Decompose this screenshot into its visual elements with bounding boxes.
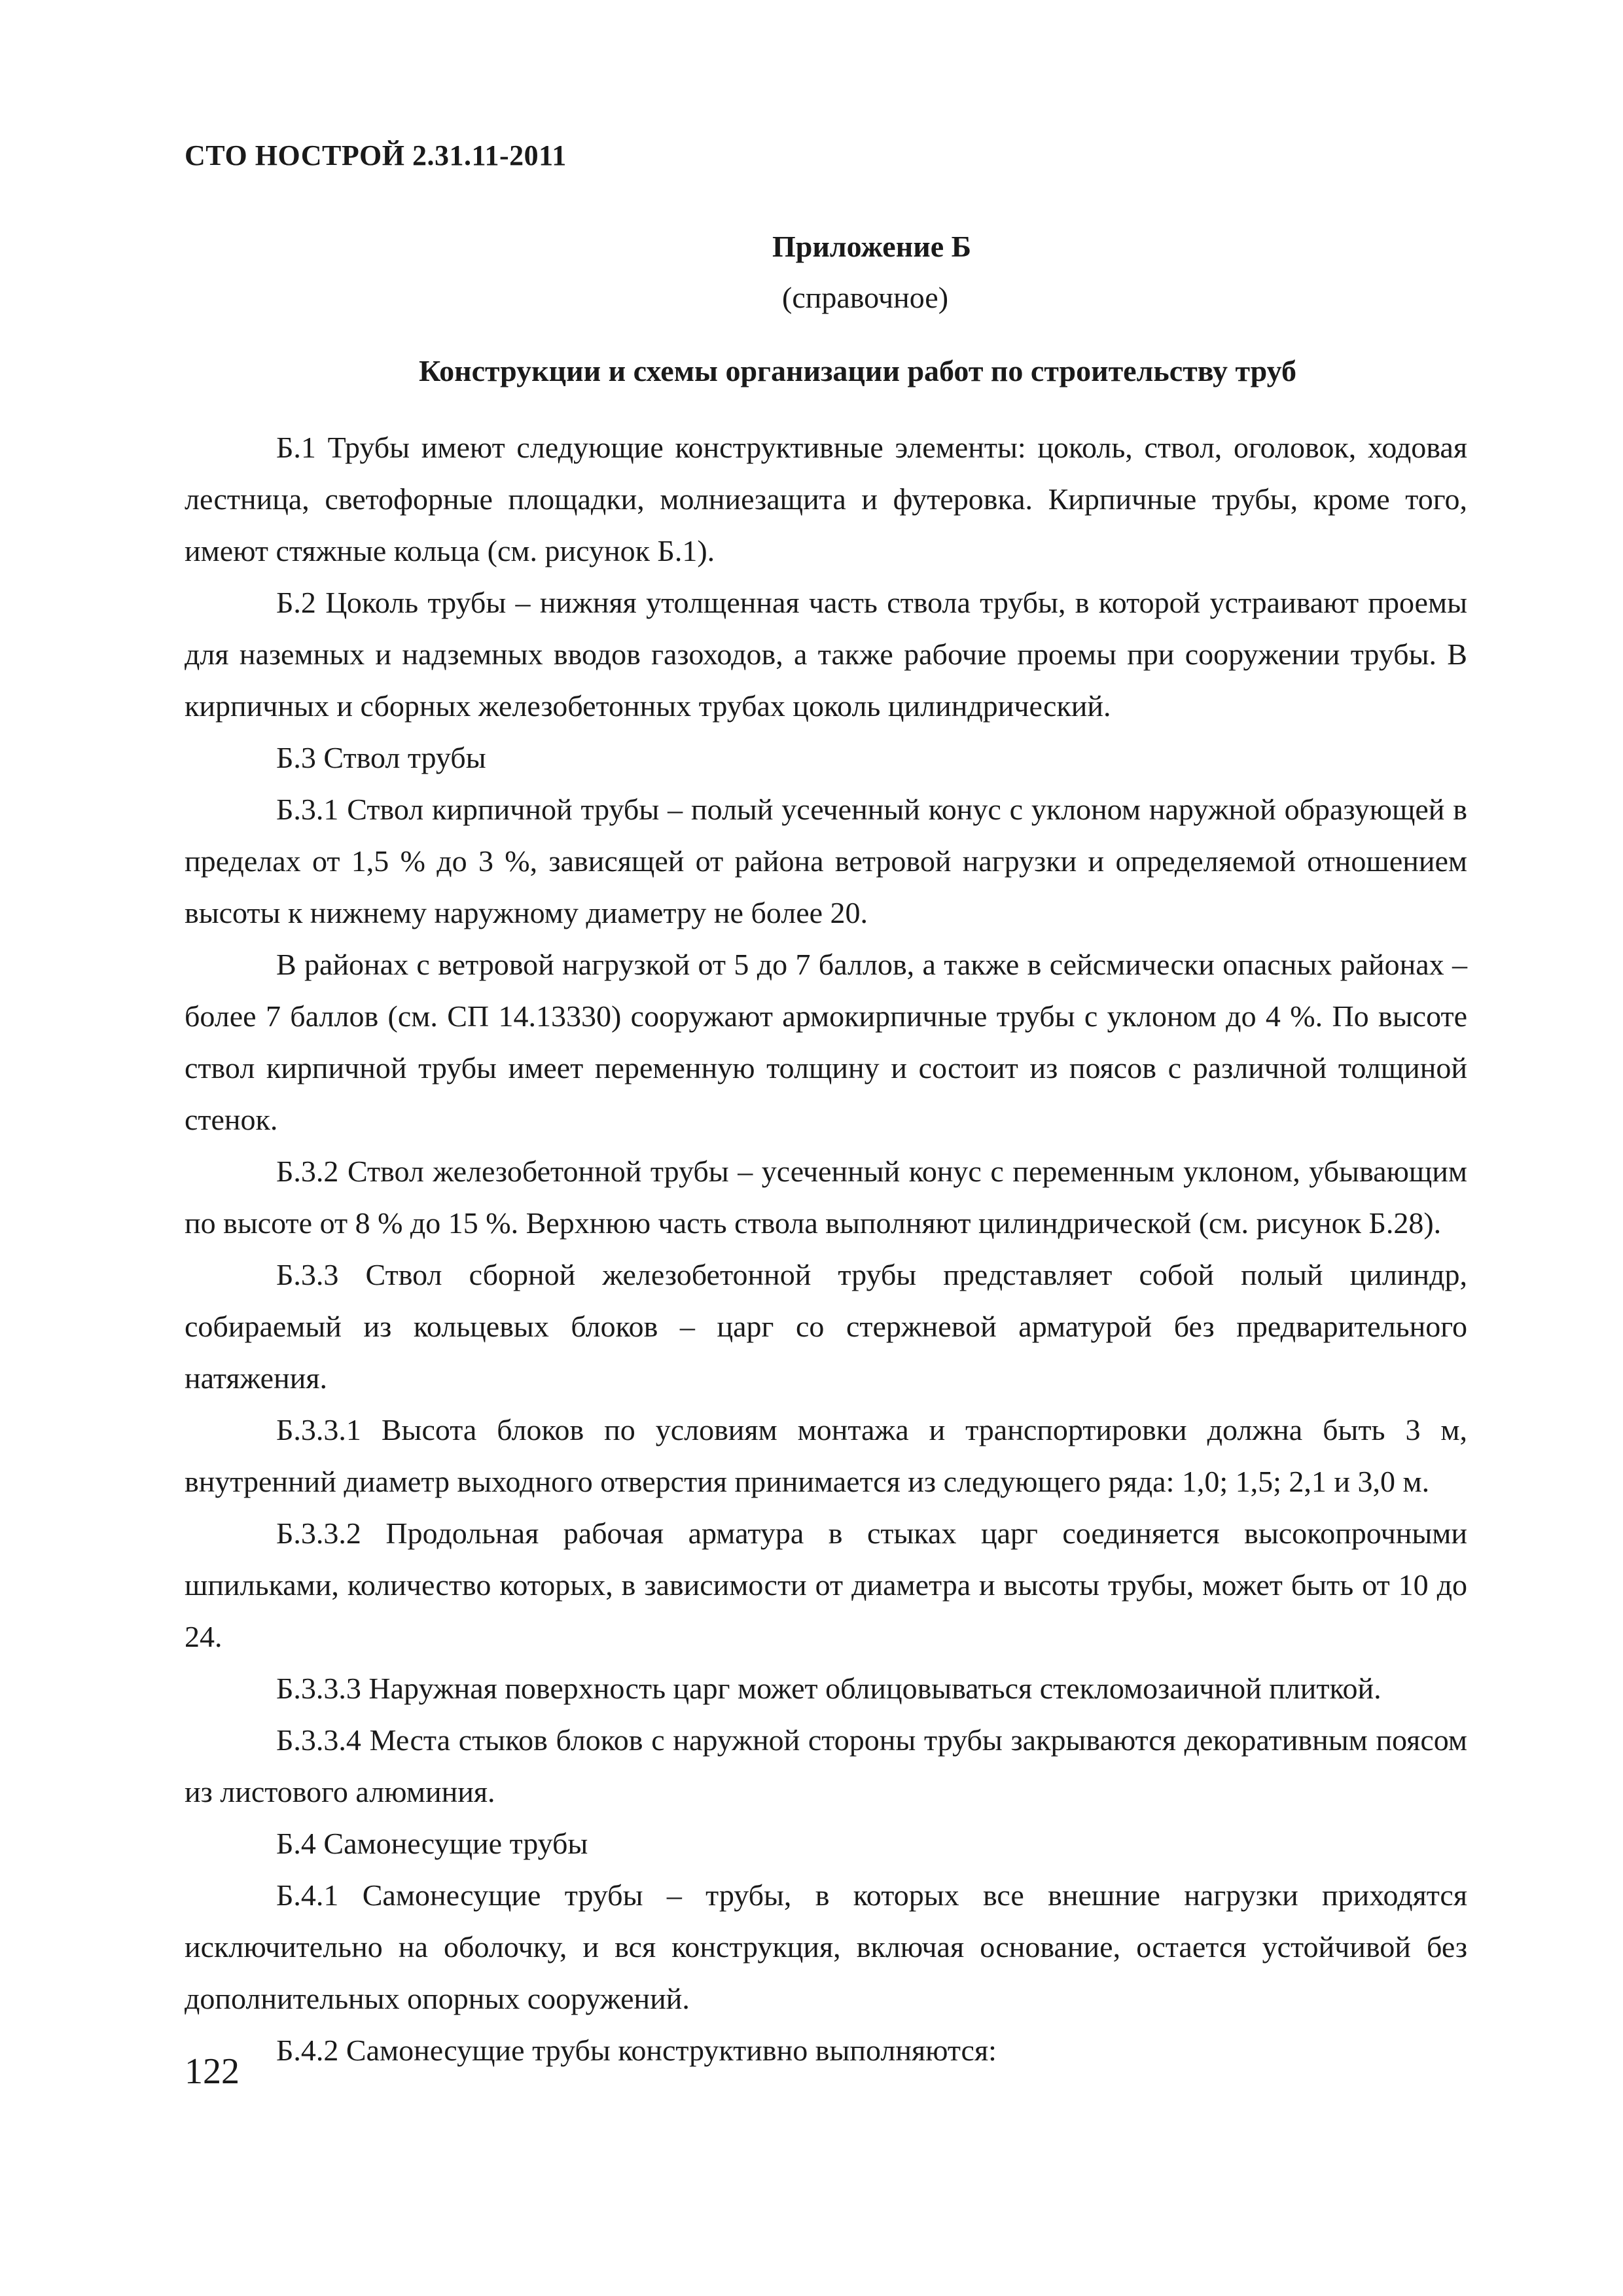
paragraph-b3-2: Б.3.2 Ствол железобетонной трубы – усеченный конус с переменным уклоном, убывающим по высоте от 8 % до 15 %. Верхнюю часть ствола выполняют цилиндрической (см. рисунок Б.28). <box>185 1155 1467 1240</box>
paragraph-b3-3-3: Б.3.3.3 Наружная поверхность царг может облицовываться стекломозаичной плиткой. <box>276 1672 1382 1705</box>
standard-code-header: СТО НОСТРОЙ 2.31.11-2011 <box>185 139 567 171</box>
paragraph-b4: Б.4 Самонесущие трубы <box>276 1827 588 1860</box>
paragraph-b1: Б.1 Трубы имеют следующие конструктивные элементы: цоколь, ствол, оголовок, ходовая лестница, светофорные площадки, молниезащита и футеровка. Кирпичные трубы, кроме того, имеют стяжные кольца (см. рисунок Б.1). <box>185 431 1467 567</box>
section-title: Конструкции и схемы организации работ по строительству труб <box>419 354 1297 387</box>
paragraph-b3-3-2: Б.3.3.2 Продольная рабочая арматура в стыках царг соединяется высокопрочными шпильками, количество которых, в зависимости от диаметра и высоты трубы, может быть от 10 до 24. <box>185 1516 1467 1653</box>
paragraph-b4-2: Б.4.2 Самонесущие трубы конструктивно выполняются: <box>276 2034 997 2067</box>
paragraph-b3-3: Б.3.3 Ствол сборной железобетонной трубы представляет собой полый цилиндр, собираемый из кольцевых блоков – царг со стержневой арматурой без предварительного натяжения. <box>185 1258 1467 1395</box>
appendix-subtitle: (справочное) <box>782 281 949 314</box>
paragraph-b3-1-cont: В районах с ветровой нагрузкой от 5 до 7 баллов, а также в сейсмически опасных районах – более 7 баллов (см. СП 14.13330) сооружают армокирпичные трубы с уклоном до 4 %. По высоте ствол кирпичной трубы имеет переменную толщину и состоит из поясов с различной толщиной стенок. <box>185 948 1467 1136</box>
paragraph-b3: Б.3 Ствол трубы <box>276 741 486 774</box>
page-number: 122 <box>185 2051 240 2092</box>
paragraph-b3-3-1: Б.3.3.1 Высота блоков по условиям монтажа и транспортировки должна быть 3 м, внутренний диаметр выходного отверстия принимается из следующего ряда: 1,0; 1,5; 2,1 и 3,0 м. <box>185 1413 1467 1498</box>
paragraph-b3-3-4: Б.3.3.4 Места стыков блоков с наружной стороны трубы закрываются декоративным поясом из листового алюминия. <box>185 1723 1467 1808</box>
paragraph-b2: Б.2 Цоколь трубы – нижняя утолщенная часть ствола трубы, в которой устраивают проемы для наземных и надземных вводов газоходов, а также рабочие проемы при сооружении трубы. В кирпичных и сборных железобетонных трубах цоколь цилиндрический. <box>185 586 1467 723</box>
appendix-title: Приложение Б <box>772 230 972 263</box>
body-text <box>185 422 1467 2076</box>
paragraph-b3-1: Б.3.1 Ствол кирпичной трубы – полый усеченный конус с уклоном наружной образующей в пределах от 1,5 % до 3 %, зависящей от района ветровой нагрузки и определяемой отношением высоты к нижнему наружному диаметру не более 20. <box>185 793 1467 929</box>
paragraph-b4-1: Б.4.1 Самонесущие трубы – трубы, в которых все внешние нагрузки приходятся исключительно на оболочку, и вся конструкция, включая основание, остается устойчивой без дополнительных опорных сооружений. <box>185 1878 1467 2015</box>
